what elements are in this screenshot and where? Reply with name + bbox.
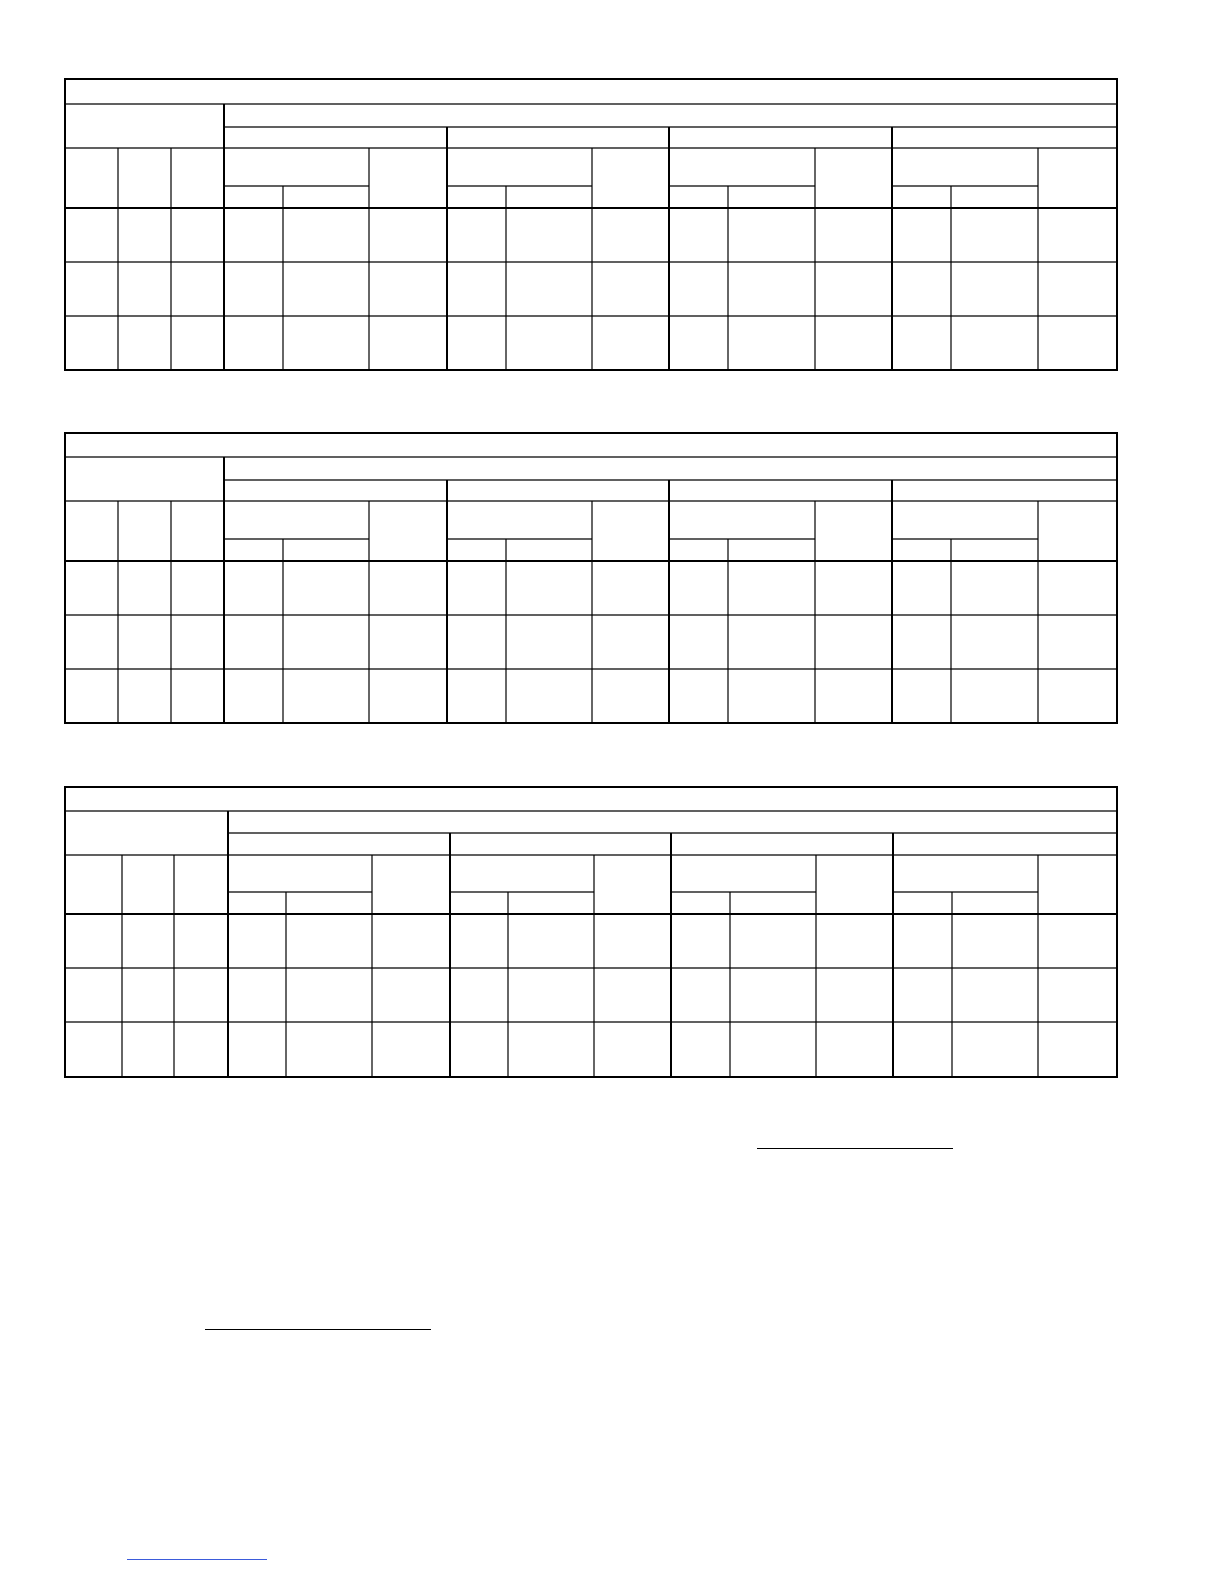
table-1: [65, 79, 1117, 370]
signature-line-left[interactable]: [205, 1329, 431, 1330]
table-2: [65, 433, 1117, 723]
signature-line-right[interactable]: [757, 1148, 953, 1149]
link-line-bottom[interactable]: [127, 1559, 267, 1560]
table-3: [65, 787, 1117, 1077]
